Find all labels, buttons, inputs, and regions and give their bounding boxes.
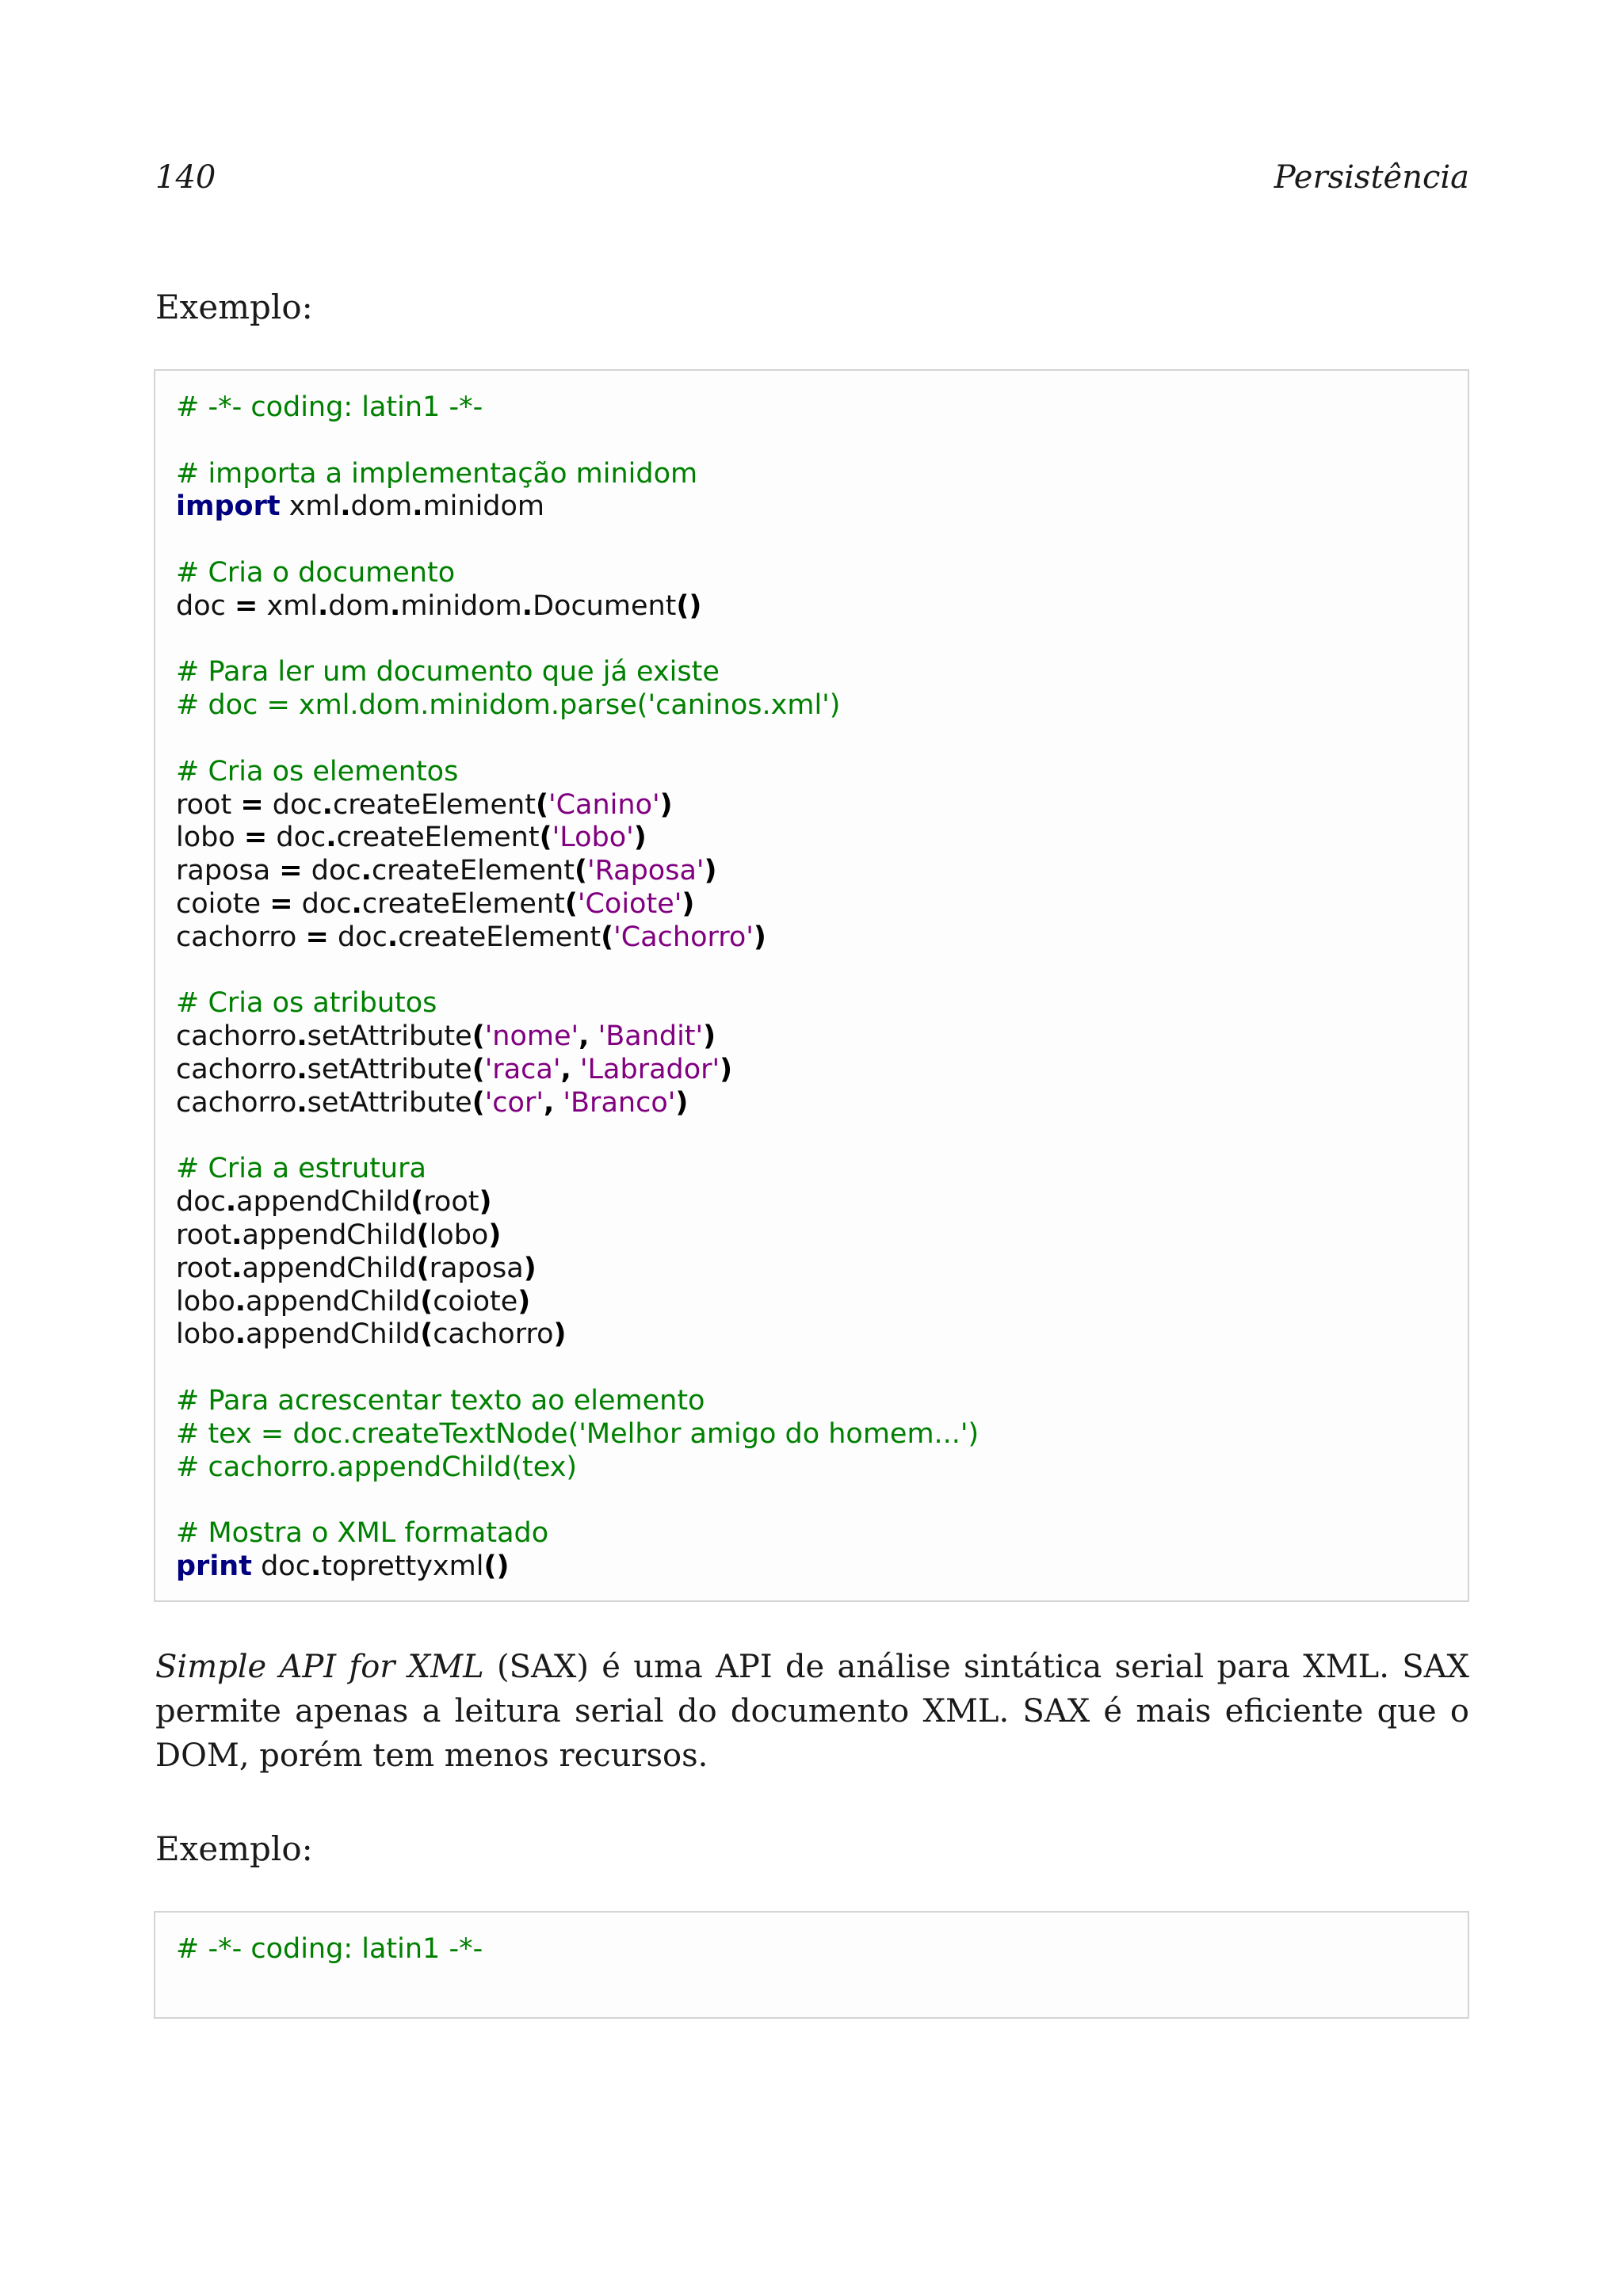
operator: ) bbox=[523, 1252, 537, 1284]
identifier: xml bbox=[280, 490, 341, 523]
code-line bbox=[176, 888, 1468, 921]
operator: ( bbox=[420, 1285, 433, 1318]
operator: ) bbox=[488, 1219, 502, 1251]
code-line bbox=[176, 1020, 1468, 1054]
code-comment: # Para acrescentar texto ao elemento bbox=[176, 1384, 705, 1417]
operator: . bbox=[326, 822, 337, 854]
operator: ( bbox=[472, 1020, 485, 1053]
identifier: doc bbox=[176, 589, 235, 622]
identifier: appendChild bbox=[242, 1219, 417, 1251]
code-line bbox=[176, 1286, 1468, 1319]
identifier: cachorro bbox=[176, 1053, 297, 1085]
code-comment: # Cria o documento bbox=[176, 556, 456, 589]
blank-line bbox=[176, 524, 1468, 557]
operator: . bbox=[231, 1252, 242, 1284]
identifier: appendChild bbox=[246, 1285, 421, 1318]
operator: = bbox=[243, 822, 268, 854]
identifier: coiote bbox=[176, 887, 262, 920]
blank-line bbox=[176, 1120, 1468, 1154]
identifier: cachorro bbox=[176, 921, 297, 953]
operator: ( bbox=[420, 1318, 433, 1351]
identifier: cachorro bbox=[176, 1086, 297, 1119]
operator: ( bbox=[539, 822, 552, 854]
identifier: doc bbox=[176, 1186, 226, 1219]
operator: ( bbox=[574, 855, 587, 887]
operator: ( bbox=[564, 887, 578, 920]
identifier: root bbox=[423, 1186, 479, 1219]
string-literal: 'Raposa' bbox=[586, 855, 705, 887]
identifier: setAttribute bbox=[307, 1053, 472, 1085]
operator: ( bbox=[472, 1053, 485, 1085]
identifier: cachorro bbox=[176, 1020, 297, 1053]
code-comment: # -*- coding: latin1 -*- bbox=[176, 1933, 483, 1965]
operator: , bbox=[579, 1020, 590, 1053]
running-head bbox=[155, 155, 1469, 200]
identifier: xml bbox=[258, 589, 318, 622]
operator: ( bbox=[535, 788, 548, 821]
identifier: doc bbox=[337, 921, 388, 953]
operator: ( bbox=[601, 921, 614, 953]
identifier: lobo bbox=[176, 1318, 235, 1351]
operator: . bbox=[521, 589, 533, 622]
code-comment: # -*- coding: latin1 -*- bbox=[176, 391, 483, 423]
identifier: lobo bbox=[176, 822, 235, 854]
code-line bbox=[176, 1186, 1468, 1219]
operator: ) bbox=[659, 788, 673, 821]
string-literal: 'cor' bbox=[484, 1086, 544, 1119]
string-literal: 'Bandit' bbox=[598, 1020, 704, 1053]
string-literal: 'Lobo' bbox=[552, 822, 634, 854]
identifier: createElement bbox=[336, 822, 540, 854]
example-label: Exemplo: bbox=[155, 288, 313, 326]
identifier: createElement bbox=[371, 855, 575, 887]
operator: . bbox=[296, 1020, 307, 1053]
operator: () bbox=[483, 1550, 510, 1582]
identifier: setAttribute bbox=[307, 1086, 472, 1119]
identifier: raposa bbox=[429, 1252, 524, 1284]
operator: . bbox=[235, 1318, 246, 1351]
identifier: setAttribute bbox=[307, 1020, 472, 1053]
string-literal: 'nome' bbox=[484, 1020, 579, 1053]
code-line bbox=[176, 789, 1468, 822]
identifier: lobo bbox=[176, 1285, 235, 1318]
identifier: createElement bbox=[332, 788, 536, 821]
operator: ) bbox=[753, 921, 766, 953]
code-line bbox=[176, 1054, 1468, 1087]
blank-line bbox=[176, 1352, 1468, 1385]
code-comment: # Cria os atributos bbox=[176, 987, 437, 1020]
identifier: appendChild bbox=[236, 1186, 411, 1219]
operator: ) bbox=[633, 822, 647, 854]
identifier: createElement bbox=[398, 921, 601, 953]
blank-line bbox=[176, 955, 1468, 988]
operator: ) bbox=[479, 1186, 492, 1219]
code-comment: # tex = doc.createTextNode('Melhor amigo do homem...') bbox=[176, 1417, 980, 1450]
operator: ) bbox=[704, 855, 717, 887]
operator: = bbox=[235, 589, 258, 622]
code-line bbox=[176, 590, 1468, 624]
code-line bbox=[176, 1219, 1468, 1253]
identifier: Document bbox=[533, 589, 677, 622]
operator: ( bbox=[416, 1252, 430, 1284]
code-comment: # Mostra o XML formatado bbox=[176, 1517, 549, 1550]
code-line bbox=[176, 822, 1468, 855]
identifier: doc bbox=[311, 855, 361, 887]
identifier: doc bbox=[272, 788, 323, 821]
code-comment: # importa a implementação minidom bbox=[176, 457, 698, 490]
identifier: root bbox=[176, 1219, 232, 1251]
code-line bbox=[176, 1087, 1468, 1120]
code-comment: # Cria os elementos bbox=[176, 755, 459, 788]
operator: . bbox=[390, 589, 401, 622]
body-paragraph bbox=[155, 1645, 1469, 1778]
operator: . bbox=[387, 921, 399, 953]
operator: . bbox=[412, 490, 423, 523]
identifier: lobo bbox=[429, 1219, 489, 1251]
string-literal: 'Canino' bbox=[548, 788, 660, 821]
code-comment: # doc = xml.dom.minidom.parse('caninos.xml') bbox=[176, 689, 841, 722]
code-line bbox=[176, 855, 1468, 888]
code-line bbox=[176, 1253, 1468, 1286]
keyword: import bbox=[176, 490, 281, 523]
operator: . bbox=[235, 1285, 246, 1318]
operator: , bbox=[543, 1086, 555, 1119]
code-line bbox=[176, 490, 1468, 524]
code-comment: # Cria a estrutura bbox=[176, 1153, 426, 1185]
operator: . bbox=[296, 1053, 307, 1085]
keyword: print bbox=[176, 1550, 252, 1582]
operator: . bbox=[340, 490, 351, 523]
identifier: minidom bbox=[400, 589, 522, 622]
blank-line bbox=[176, 624, 1468, 657]
operator: . bbox=[225, 1186, 237, 1219]
identifier: doc bbox=[301, 887, 352, 920]
code-block bbox=[154, 1911, 1469, 2019]
operator: ) bbox=[675, 1086, 689, 1119]
operator: . bbox=[296, 1086, 307, 1119]
identifier: coiote bbox=[433, 1285, 518, 1318]
identifier: appendChild bbox=[246, 1318, 421, 1351]
identifier: toprettyxml bbox=[321, 1550, 484, 1582]
code-comment: # cachorro.appendChild(tex) bbox=[176, 1451, 578, 1483]
identifier: dom bbox=[350, 490, 413, 523]
identifier: root bbox=[176, 1252, 232, 1284]
operator: = bbox=[240, 788, 264, 821]
identifier: cachorro bbox=[433, 1318, 554, 1351]
operator: . bbox=[351, 887, 362, 920]
operator: . bbox=[310, 1550, 322, 1582]
blank-line bbox=[176, 1484, 1468, 1517]
page-number: 140 bbox=[155, 159, 216, 196]
operator: . bbox=[231, 1219, 242, 1251]
string-literal: 'Coiote' bbox=[577, 887, 682, 920]
string-literal: 'Cachorro' bbox=[613, 921, 754, 953]
operator: () bbox=[676, 589, 702, 622]
operator: . bbox=[361, 855, 372, 887]
identifier: raposa bbox=[176, 855, 271, 887]
operator: = bbox=[269, 887, 293, 920]
identifier: doc bbox=[251, 1550, 311, 1582]
operator: ) bbox=[553, 1318, 567, 1351]
operator: , bbox=[560, 1053, 571, 1085]
operator: ( bbox=[416, 1219, 430, 1251]
operator: ) bbox=[682, 887, 695, 920]
code-line bbox=[176, 1550, 1468, 1584]
operator: ( bbox=[411, 1186, 424, 1219]
operator: = bbox=[279, 855, 303, 887]
code-line bbox=[176, 1318, 1468, 1352]
blank-line bbox=[176, 723, 1468, 756]
operator: . bbox=[318, 589, 329, 622]
identifier: root bbox=[176, 788, 232, 821]
operator: ( bbox=[472, 1086, 485, 1119]
code-block bbox=[154, 369, 1469, 1602]
example-label: Exemplo: bbox=[155, 1829, 313, 1868]
operator: = bbox=[305, 921, 329, 953]
italic-term: Simple API for XML bbox=[155, 1649, 484, 1685]
string-literal: 'raca' bbox=[484, 1053, 561, 1085]
paragraph-text: (SAX) é uma API de análise sintática serial para XML. SAX permite apenas a leitura serial do documento XML. SAX é mais eficiente que o DOM, porém tem menos recursos. bbox=[155, 1649, 1469, 1774]
string-literal: 'Labrador' bbox=[579, 1053, 720, 1085]
identifier: appendChild bbox=[242, 1252, 417, 1284]
string-literal: 'Branco' bbox=[563, 1086, 676, 1119]
identifier: dom bbox=[328, 589, 391, 622]
operator: ) bbox=[720, 1053, 733, 1085]
code-comment: # Para ler um documento que já existe bbox=[176, 656, 720, 688]
identifier: doc bbox=[276, 822, 327, 854]
blank-line bbox=[176, 425, 1468, 458]
operator: ) bbox=[703, 1020, 716, 1053]
code-line bbox=[176, 921, 1468, 955]
operator: ) bbox=[517, 1285, 531, 1318]
identifier: createElement bbox=[361, 887, 565, 920]
chapter-title: Persistência bbox=[1274, 159, 1469, 196]
operator: . bbox=[322, 788, 333, 821]
identifier: minidom bbox=[422, 490, 545, 523]
